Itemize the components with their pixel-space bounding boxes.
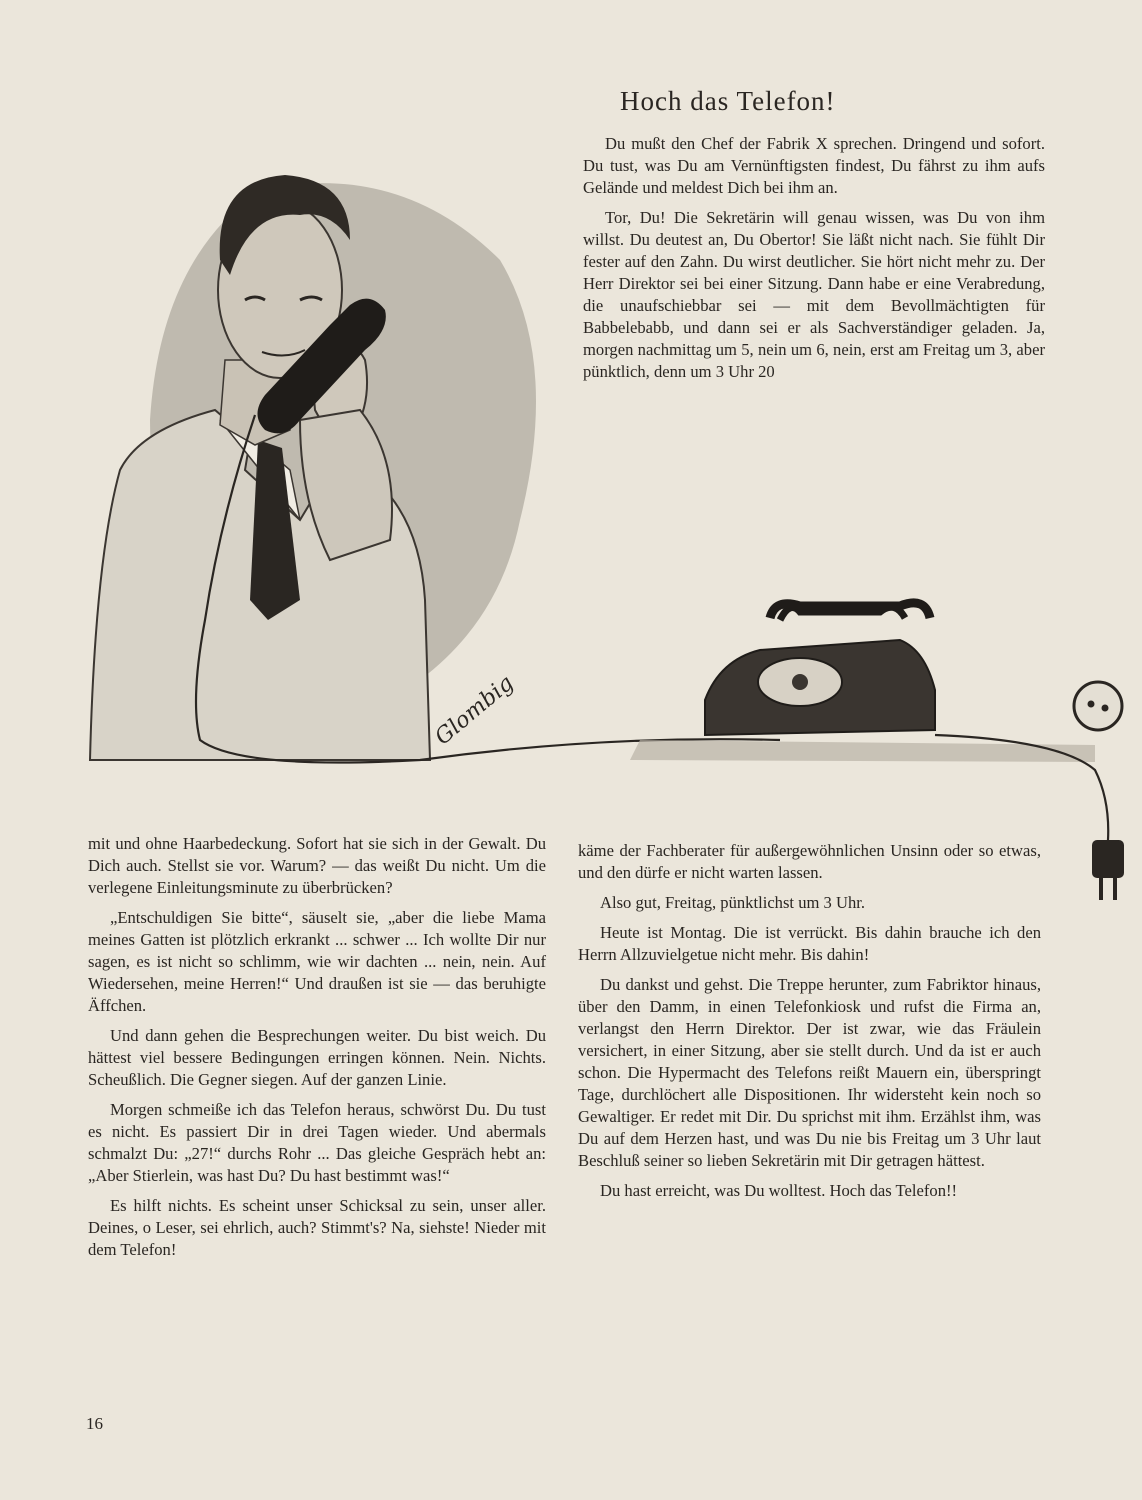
wall-socket — [1074, 682, 1122, 730]
paragraph: Also gut, Freitag, pünktlichst um 3 Uhr. — [600, 893, 866, 912]
paragraph: mit und ohne Haarbedeckung. Sofort hat sie sich in der Gewalt. Du Dich auch. Stellst sie vor. Warum? — das weißt Du nicht. Um die verlegene Einleitungsminute zu überbrücken? — [88, 834, 546, 897]
paragraph: Heute ist Montag. Die ist verrückt. Bis dahin brauche ich den Herrn Allzuvielgetue nicht mehr. Bis dahin! — [578, 923, 1041, 964]
paragraph: „Entschuldigen Sie bitte“, säuselt sie, „aber die liebe Mama meines Gatten ist plötzlich erkrankt ... schwer ... Ich wollte Dir nur sagen, es ist nicht so schlimm, wie wir dachten ... nein, nein. Auf Wiedersehen, meine Herren!“ Und draußen ist sie — das beruhigte Äffchen. — [88, 908, 546, 1015]
paragraph: Morgen schmeiße ich das Telefon heraus, schwörst Du. Du tust es nicht. Es passiert Dir in drei Tagen wieder. Und abermals schmalzt Du: „27!“ durchs Rohr ... Das gleiche Gespräch hebt an: „Aber Stierlein, was hast Du? Du hast bestimmt was!“ — [88, 1100, 546, 1185]
paragraph: Du mußt den Chef der Fabrik X sprechen. Dringend und sofort. Du tust, was Du am Vernünftigsten findest, Du fährst zu ihm aufs Gelände und meldest Dich bei ihm an. — [583, 134, 1045, 197]
left-column — [88, 833, 546, 1269]
article-title: Hoch das Telefon! — [620, 86, 836, 116]
page-number: 16 — [86, 1414, 103, 1433]
artist-signature: Glombig — [430, 670, 519, 751]
right-column — [578, 840, 1041, 1210]
top-column — [583, 133, 1045, 391]
paragraph: käme der Fachberater für außergewöhnlichen Unsinn oder so etwas, und den dürfe er nicht warten lassen. — [578, 841, 1041, 882]
paragraph: Tor, Du! Die Sekretärin will genau wissen, was Du von ihm willst. Du deutest an, Du Obertor! Sie läßt nicht nach. Sie fühlt Dir fester auf den Zahn. Du wirst deutlicher. Sie hört nicht mehr zu. Der Herr Direktor sei bei einer Sitzung. Dann habe er eine Verabredung, die unaufschiebbar sei — mit dem Bevollmächtigten für Babbelebabb, und dann sei er als Sachverständiger geladen. Ja, morgen nachmittag um 5, nein um 6, nein, erst am Freitag um 3, aber pünktlich, denn um 3 Uhr 20 — [583, 208, 1045, 381]
paragraph: Du dankst und gehst. Die Treppe herunter, zum Fabriktor hinaus, über den Damm, in einen Telefonkiosk und rufst die Firma an, verlangst den Herrn Direktor. Der ist zwar, wie das Fräulein versichert, in einer Sitzung, aber sie stellt durch. Und da ist er auch schon. Die Hypermacht des Telefons reißt Mauern ein, überspringt Tage, durchlöchert alle Dispositionen. Ihr widersteht kein noch so Gewaltiger. Er redet mit Dir. Du sprichst mit ihm. Erzählst ihm, was Du auf dem Herzen hast, und was Du nie bis Freitag um 3 Uhr laut Beschluß seiner so lieben Sekretärin mit Dir getragen hättest. — [578, 975, 1041, 1170]
paragraph: Du hast erreicht, was Du wolltest. Hoch das Telefon!! — [600, 1181, 958, 1200]
power-plug — [1092, 840, 1124, 878]
paragraph: Und dann gehen die Besprechungen weiter. Du bist weich. Du hättest viel bessere Bedingungen erringen können. Nein. Nichts. Scheußlich. Die Gegner siegen. Auf der ganzen Linie. — [88, 1026, 546, 1089]
paragraph: Es hilft nichts. Es scheint unser Schicksal zu sein, unser aller. Deines, o Leser, sei ehrlich, auch? Stimmt's? Na, siehste! Nieder mit dem Telefon! — [88, 1196, 546, 1259]
